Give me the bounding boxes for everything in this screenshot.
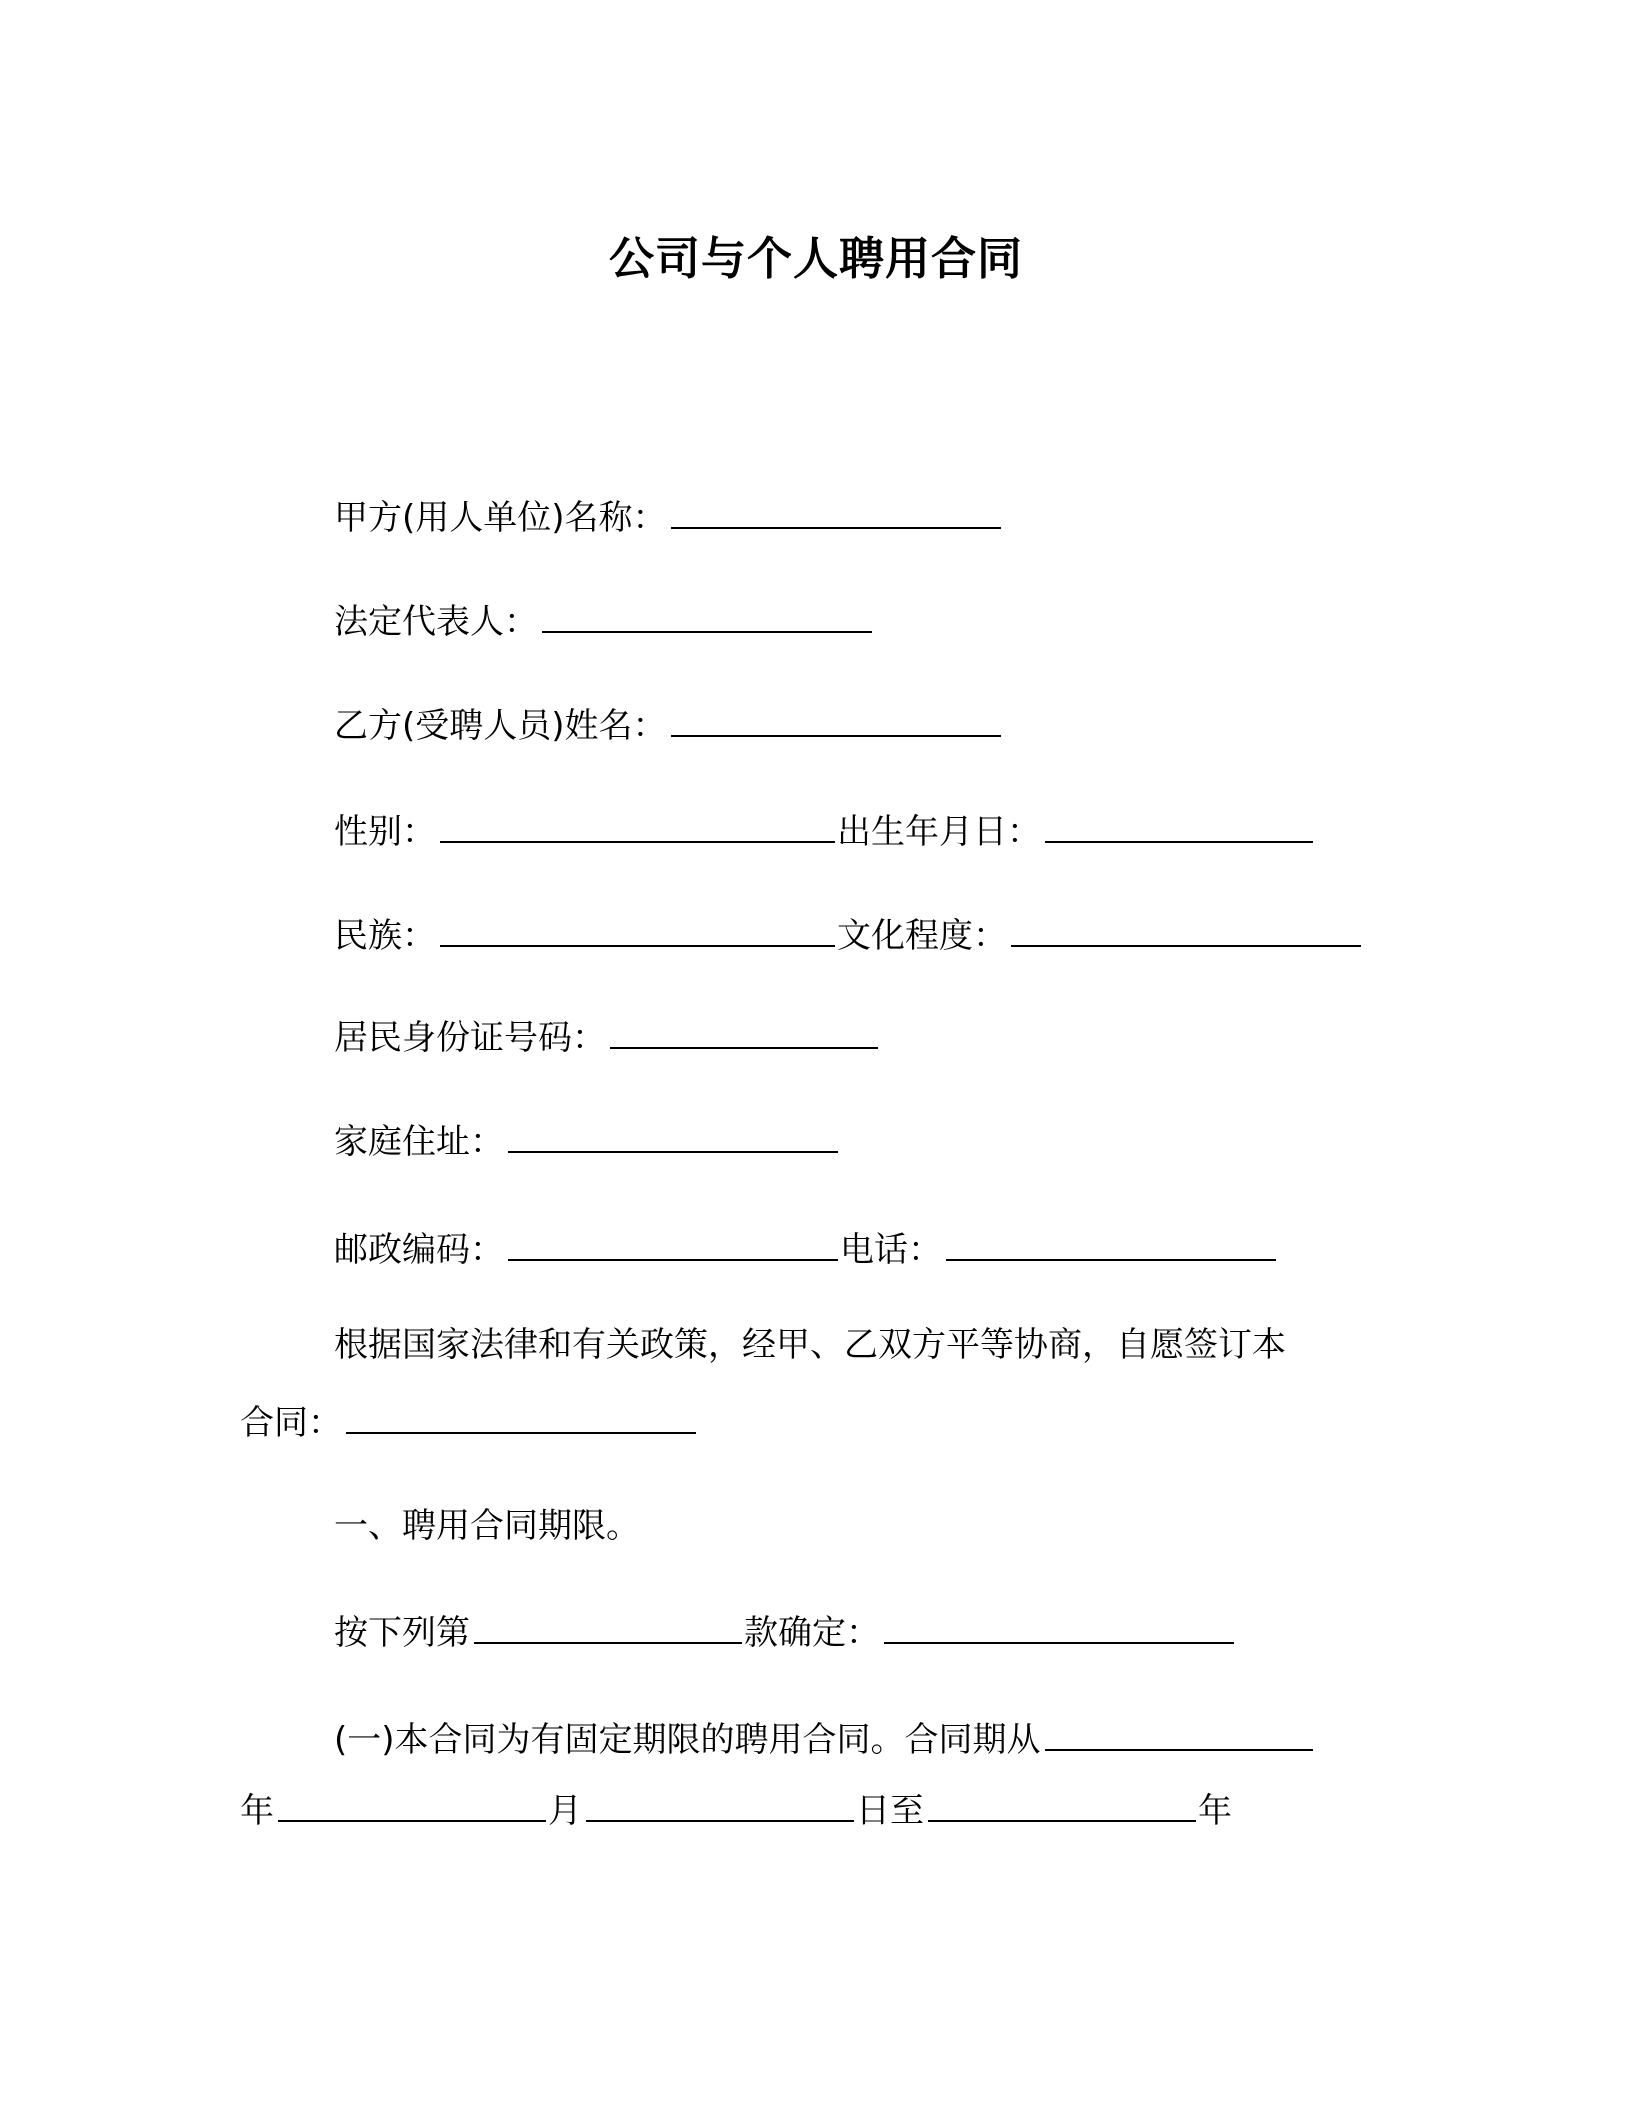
fixed-term-year-label: 年 <box>240 1791 274 1831</box>
section-1-heading-text: 一、聘用合同期限。 <box>334 1506 640 1546</box>
preamble-text-1: 根据国家法律和有关政策，经甲、乙双方平等协商，自愿签订本 <box>334 1325 1286 1365</box>
preamble-line-1 <box>334 1324 1286 1366</box>
gender-label: 性别： <box>334 812 436 852</box>
id-number-row <box>334 1017 880 1059</box>
preamble-blank[interactable] <box>346 1404 696 1434</box>
fixed-term-day-to-label: 日至 <box>856 1791 924 1831</box>
gender-blank[interactable] <box>440 813 835 843</box>
home-address-row <box>334 1121 840 1163</box>
legal-rep-row <box>334 601 874 643</box>
term-clause-blank[interactable] <box>884 1614 1234 1644</box>
fixed-term-line-1 <box>334 1719 1315 1761</box>
legal-rep-label: 法定代表人： <box>334 602 538 642</box>
ethnicity-education-row <box>334 915 1363 957</box>
fixed-term-day-blank[interactable] <box>586 1792 854 1822</box>
birth-date-label: 出生年月日： <box>837 812 1041 852</box>
term-clause-text-a: 按下列第 <box>334 1613 470 1653</box>
section-1-heading <box>334 1505 640 1547</box>
fixed-term-month-label: 月 <box>548 1791 582 1831</box>
fixed-term-year-end-label: 年 <box>1198 1791 1232 1831</box>
term-clause-number-blank[interactable] <box>474 1614 742 1644</box>
preamble-text-2: 合同： <box>240 1403 342 1443</box>
legal-rep-blank[interactable] <box>542 603 872 633</box>
gender-birth-row <box>334 811 1315 853</box>
id-number-label: 居民身份证号码： <box>334 1018 606 1058</box>
term-clause-row <box>334 1612 1236 1654</box>
education-blank[interactable] <box>1011 917 1361 947</box>
postal-phone-row <box>334 1229 1278 1271</box>
home-address-blank[interactable] <box>508 1123 838 1153</box>
preamble-line-2 <box>240 1402 698 1444</box>
fixed-term-start-blank[interactable] <box>1045 1721 1313 1751</box>
fixed-term-line-2 <box>240 1790 1232 1832</box>
fixed-term-end-year-blank[interactable] <box>928 1792 1196 1822</box>
document-title: 公司与个人聘用合同 <box>608 232 1023 285</box>
party-a-name-label: 甲方(用人单位)名称： <box>334 498 667 538</box>
fixed-term-month-blank[interactable] <box>278 1792 546 1822</box>
home-address-label: 家庭住址： <box>334 1122 504 1162</box>
phone-label: 电话： <box>840 1230 942 1270</box>
fixed-term-text-1: (一)本合同为有固定期限的聘用合同。合同期从 <box>334 1720 1041 1760</box>
postal-code-blank[interactable] <box>508 1231 838 1261</box>
party-a-name-blank[interactable] <box>671 499 1001 529</box>
party-b-name-blank[interactable] <box>671 707 1001 737</box>
ethnicity-blank[interactable] <box>440 917 835 947</box>
id-number-blank[interactable] <box>610 1019 878 1049</box>
education-label: 文化程度： <box>837 916 1007 956</box>
term-clause-text-b: 款确定： <box>744 1613 880 1653</box>
ethnicity-label: 民族： <box>334 916 436 956</box>
party-b-name-label: 乙方(受聘人员)姓名： <box>334 706 667 746</box>
party-a-name-row <box>334 497 1003 539</box>
phone-blank[interactable] <box>946 1231 1276 1261</box>
birth-date-blank[interactable] <box>1045 813 1313 843</box>
party-b-name-row <box>334 705 1003 747</box>
postal-code-label: 邮政编码： <box>334 1230 504 1270</box>
